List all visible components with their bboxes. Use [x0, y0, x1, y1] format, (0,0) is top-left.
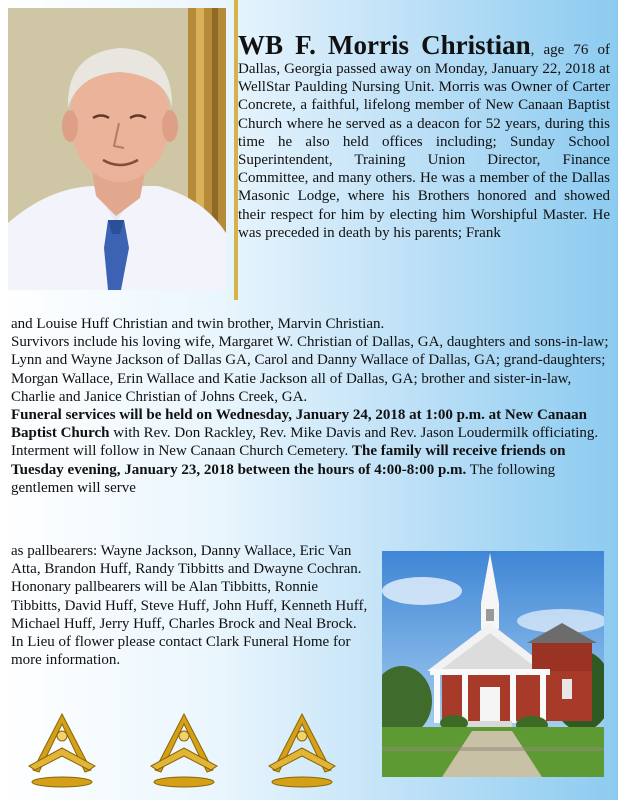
funeral-bold: Funeral services will be held on Wednesday, January 24, 2018 at 1:00 p.m. at New Canaan Baptist Church	[11, 407, 587, 442]
obituary-body	[11, 315, 609, 497]
funeral-rest: with Rev. Don Rackley, Rev. Mike Davis and Rev. Jason Loudermilk officiating. Interment will follow in New Canaan Church Cemetery.	[11, 425, 599, 460]
masonic-square-compass-icon	[27, 710, 97, 788]
obituary-intro	[238, 30, 610, 242]
obituary-closing	[11, 542, 371, 669]
visitation-rest: The following gentlemen will serve	[11, 461, 556, 496]
church-photo	[382, 551, 604, 777]
pallbearers-paragraph: as pallbearers: Wayne Jackson, Danny Wallace, Eric Van Atta, Brandon Huff, Randy Tibbitts and Dwayne Cochran. Hononary pallbearers will be Alan Tibbitts, Ronnie Tibbitts, David Huff, Steve Huff, John Huff, Kenneth Huff, Michael Huff, Jerry Huff, Charles Brock and Neal Brock.	[11, 543, 368, 632]
survivors-paragraph: Survivors include his loving wife, Margaret W. Christian of Dallas, GA, daughters and sons-in-law; Lynn and Wayne Jackson of Dallas GA, Carol and Danny Wallace of Dallas, GA; grand-daughters; Morgan Wallace, Erin Wallace and Katie Jackson all of Dallas, GA; brother and sister-in-law, Charlie and Janice Christian of Johns Creek, GA.	[11, 334, 609, 405]
in-lieu-paragraph: In Lieu of flower please contact Clark Funeral Home for more information.	[11, 634, 351, 669]
portrait-photo	[8, 8, 226, 290]
services-paragraph	[11, 406, 609, 497]
visitation-bold: The family will receive friends on Tuesday evening, January 23, 2018 between the hours of 4:00-8:00 p.m.	[11, 443, 566, 478]
intro-paragraph: of Dallas, Georgia passed away on Monday, January 22, 2018 at WellStar Paulding Nursing Unit. Morris was Owner of Carter Concrete, a faithful, lifelong member of New Canaan Baptist Church where he served as a deacon for 52 years, during this time he also held offices including; Sunday School Superintendent, Training Union Director, Finance Committee, and many others. He was a member of the Dallas Masonic Lodge, where his Brothers honored and showed their respect for him by electing him Worshipful Master. He was preceded in death by his parents; Frank	[238, 42, 611, 241]
age-text: , age 76	[530, 42, 589, 58]
masonic-square-compass-icon	[267, 710, 337, 788]
deceased-name: WB F. Morris Christian	[238, 30, 531, 60]
masonic-square-compass-icon	[149, 710, 219, 788]
parents-line: and Louise Huff Christian and twin brother, Marvin Christian.	[11, 316, 385, 332]
